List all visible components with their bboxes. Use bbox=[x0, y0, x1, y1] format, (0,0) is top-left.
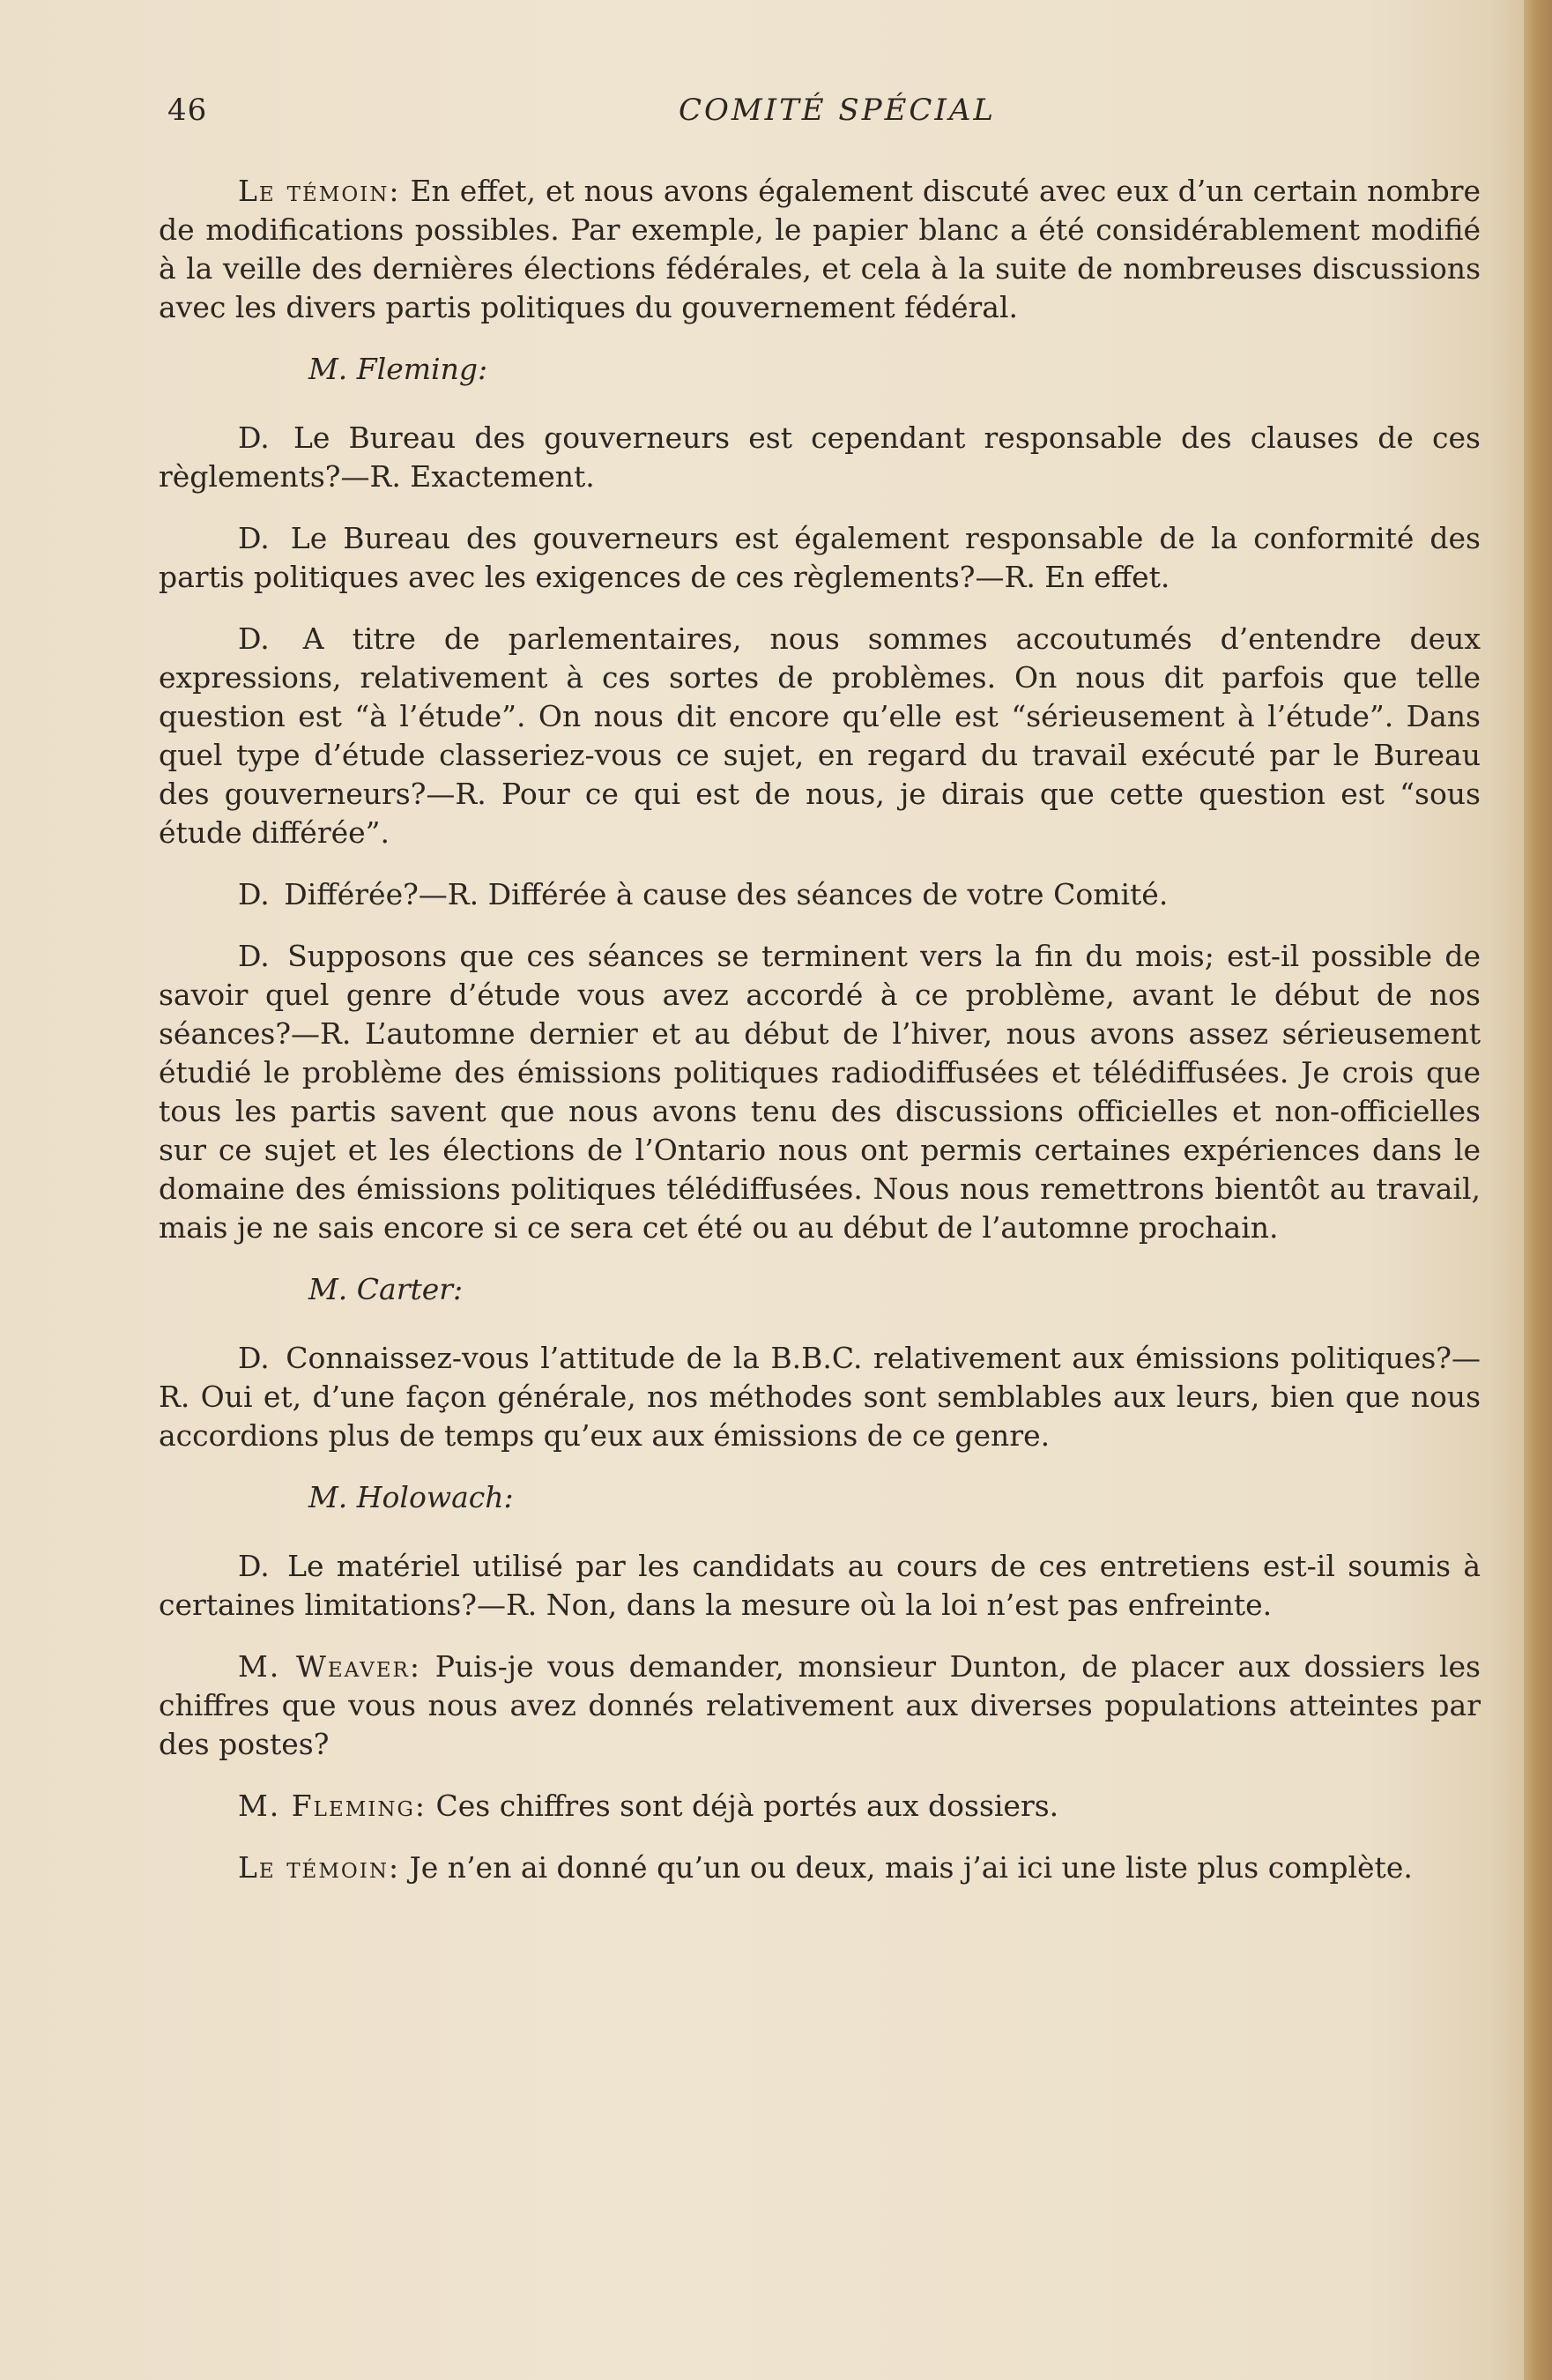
paragraph bbox=[159, 937, 1481, 1247]
paragraph bbox=[159, 620, 1481, 852]
paragraph-text: Le Bureau des gouverneurs est également responsable de la conformité des partis politiques avec les exigences de ces règlements?—R. En effet. bbox=[159, 521, 1481, 594]
paragraph-text: Connaissez-vous l’attitude de la B.B.C. relativement aux émissions politiques?—R. Oui et, d’une façon générale, nos méthodes sont semblables aux leurs, bien que nous accordions plus de temps qu’eux aux émissions de ce genre. bbox=[159, 1341, 1481, 1453]
speaker-label: Le témoin: bbox=[238, 174, 401, 208]
paragraph bbox=[159, 1339, 1481, 1455]
question-label: D. bbox=[238, 420, 270, 455]
question-label: D. bbox=[238, 621, 270, 656]
paragraph-text: Différée?—R. Différée à cause des séances de votre Comité. bbox=[284, 877, 1169, 911]
paragraph-text: Supposons que ces séances se terminent vers la fin du mois; est-il possible de savoir quel genre d’étude vous avez accordé à ce problème, avant le début de nos séances?—R. L’automne dernier et au début de l’hiver, nous avons assez sérieusement étudié le problème des émissions politiques radiodiffusées et télédiffusées. Je crois que tous les partis savent que nous avons tenu des discussions officielles et non-officielles sur ce sujet et les élections de l’Ontario nous ont permis certaines expériences dans le domaine des émissions politiques télédiffusées. Nous nous remettrons bientôt au travail, mais je ne sais encore si ce sera cet été ou au début de l’automne prochain. bbox=[159, 939, 1481, 1245]
question-label: D. bbox=[238, 1341, 270, 1375]
speaker-label: M. Weaver: bbox=[238, 1649, 421, 1684]
speaker-heading: M. Carter: bbox=[308, 1272, 464, 1306]
page-number: 46 bbox=[167, 93, 208, 128]
paragraph-text: En effet, et nous avons également discuté avec eux d’un certain nombre de modifications possibles. Par exemple, le papier blanc a été considérablement modifié à la veille des dernières élections fédérales, et cela à la suite de nombreuses discussions avec les divers partis politiques du gouvernement fédéral. bbox=[159, 174, 1481, 324]
page-body bbox=[159, 172, 1481, 1910]
speaker-heading: M. Fleming: bbox=[308, 352, 488, 386]
paragraph bbox=[159, 519, 1481, 597]
speaker-label: Le témoin: bbox=[238, 1850, 401, 1885]
running-title: COMITÉ SPÉCIAL bbox=[678, 93, 996, 128]
paragraph bbox=[159, 419, 1481, 496]
paragraph bbox=[159, 1547, 1481, 1625]
speaker-heading: M. Holowach: bbox=[308, 1480, 514, 1514]
book-spine-edge bbox=[1524, 0, 1552, 2380]
paragraph-text: Puis-je vous demander, monsieur Dunton, de placer aux dossiers les chiffres que vous nous avez donnés relativement aux diverses populations atteintes par des postes? bbox=[159, 1649, 1481, 1761]
paragraph-text: Je n’en ai donné qu’un ou deux, mais j’ai ici une liste plus complète. bbox=[409, 1850, 1413, 1885]
question-label: D. bbox=[238, 1549, 270, 1583]
question-label: D. bbox=[238, 877, 270, 911]
paragraph bbox=[159, 875, 1481, 914]
question-label: D. bbox=[238, 521, 270, 555]
paragraph-text: Ces chiffres sont déjà portés aux dossiers. bbox=[435, 1789, 1059, 1823]
speaker-label: M. Fleming: bbox=[238, 1789, 427, 1823]
page-header bbox=[167, 93, 1507, 137]
paragraph-text: Le Bureau des gouverneurs est cependant responsable des clauses de ces règlements?—R. Exactement. bbox=[159, 420, 1481, 494]
paragraph-text: A titre de parlementaires, nous sommes accoutumés d’entendre deux expressions, relativement à ces sortes de problèmes. On nous dit parfois que telle question est “à l’étude”. On nous dit encore qu’elle est “sérieusement à l’étude”. Dans quel type d’étude classeriez-vous ce sujet, en regard du travail exécuté par le Bureau des gouverneurs?—R. Pour ce qui est de nous, je dirais que cette question est “sous étude différée”. bbox=[159, 621, 1481, 850]
paragraph bbox=[159, 1787, 1481, 1826]
question-label: D. bbox=[238, 939, 270, 973]
paragraph bbox=[159, 1848, 1481, 1887]
paragraph-text: Le matériel utilisé par les candidats au cours de ces entretiens est-il soumis à certaines limitations?—R. Non, dans la mesure où la loi n’est pas enfreinte. bbox=[159, 1549, 1481, 1622]
paragraph bbox=[159, 172, 1481, 327]
paragraph bbox=[159, 1647, 1481, 1764]
